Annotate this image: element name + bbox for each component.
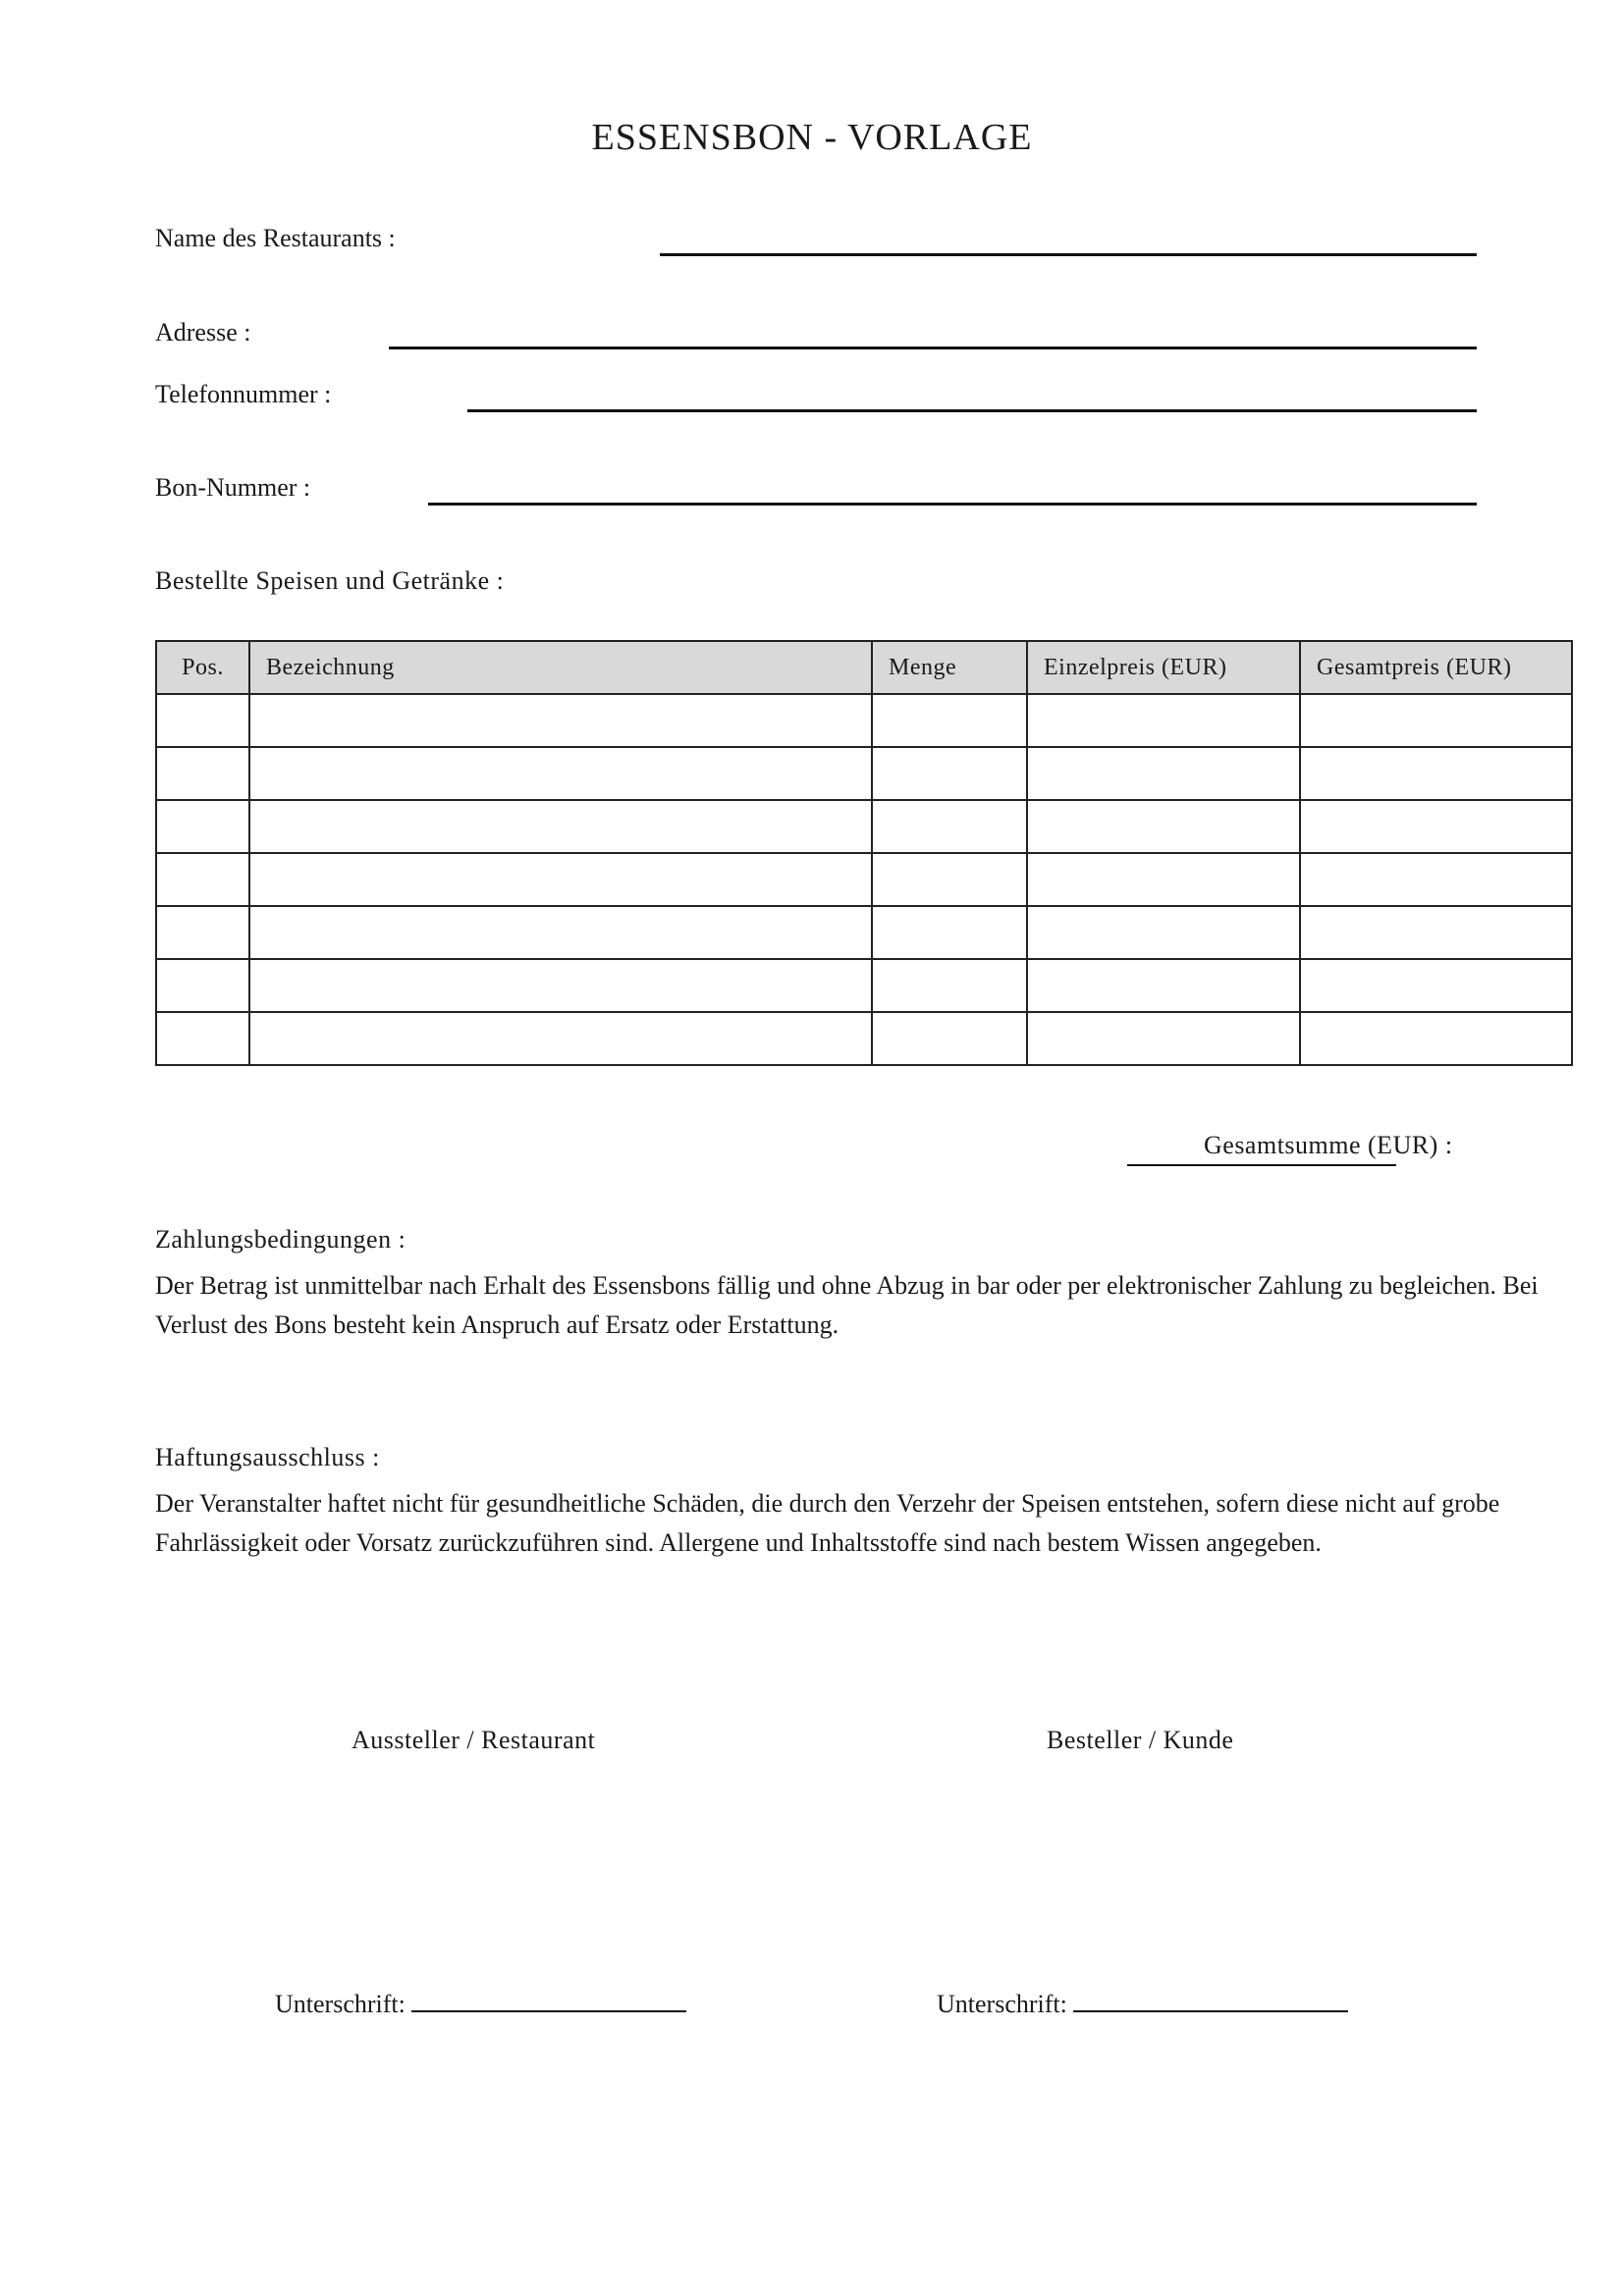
cell-unit-price[interactable]	[1027, 747, 1300, 800]
table-row	[156, 1012, 1572, 1065]
cell-total-price[interactable]	[1300, 906, 1572, 959]
customer-signature-line[interactable]	[1073, 1987, 1348, 2012]
table-row	[156, 959, 1572, 1012]
cell-position[interactable]	[156, 1012, 249, 1065]
cell-unit-price[interactable]	[1027, 800, 1300, 853]
table-row	[156, 800, 1572, 853]
cell-description[interactable]	[249, 747, 872, 800]
signature-label: Unterschrift:	[275, 1990, 406, 2018]
cell-unit-price[interactable]	[1027, 1012, 1300, 1065]
voucher-number-label: Bon-Nummer :	[155, 473, 311, 502]
cell-unit-price[interactable]	[1027, 906, 1300, 959]
cell-quantity[interactable]	[872, 800, 1027, 853]
column-header-total-price: Gesamtpreis (EUR)	[1300, 641, 1572, 694]
table-header-row	[156, 641, 1572, 694]
cell-quantity[interactable]	[872, 906, 1027, 959]
cell-description[interactable]	[249, 1012, 872, 1065]
issuer-signature	[275, 1987, 686, 2019]
cell-total-price[interactable]	[1300, 959, 1572, 1012]
customer-signature	[937, 1987, 1348, 2019]
cell-position[interactable]	[156, 959, 249, 1012]
cell-description[interactable]	[249, 694, 872, 747]
cell-description[interactable]	[249, 800, 872, 853]
table-row	[156, 906, 1572, 959]
table-row	[156, 694, 1572, 747]
cell-quantity[interactable]	[872, 747, 1027, 800]
signature-label: Unterschrift:	[937, 1990, 1067, 2018]
liability-text: Der Veranstalter haftet nicht für gesundheitliche Schäden, die durch den Verzehr der Speisen entstehen, sofern diese nicht auf grobe Fahrlässigkeit oder Vorsatz zurückzuführen sind. Allergene und Inhaltsstoffe sind nach bestem Wissen angegeben.	[155, 1489, 1500, 1557]
column-header-position: Pos.	[156, 641, 249, 694]
order-heading: Bestellte Speisen und Getränke :	[155, 566, 505, 595]
restaurant-name-label: Name des Restaurants :	[155, 224, 396, 252]
cell-total-price[interactable]	[1300, 1012, 1572, 1065]
cell-unit-price[interactable]	[1027, 959, 1300, 1012]
cell-position[interactable]	[156, 800, 249, 853]
address-field[interactable]	[389, 347, 1477, 349]
table-row	[156, 747, 1572, 800]
order-items-table	[155, 640, 1573, 1066]
cell-quantity[interactable]	[872, 694, 1027, 747]
address-label: Adresse :	[155, 318, 251, 347]
phone-label: Telefonnummer :	[155, 380, 332, 408]
page-title: ESSENSBON - VORLAGE	[591, 117, 1033, 158]
cell-quantity[interactable]	[872, 1012, 1027, 1065]
cell-position[interactable]	[156, 906, 249, 959]
total-label: Gesamtsumme (EUR) :	[1204, 1131, 1453, 1159]
cell-quantity[interactable]	[872, 853, 1027, 906]
voucher-number-field[interactable]	[428, 503, 1477, 506]
cell-position[interactable]	[156, 747, 249, 800]
payment-terms-text: Der Betrag ist unmittelbar nach Erhalt des Essensbons fällig und ohne Abzug in bar oder per elektronischer Zahlung zu begleichen. Bei Verlust des Bons besteht kein Anspruch auf Ersatz oder Erstattung.	[155, 1271, 1539, 1339]
cell-description[interactable]	[249, 959, 872, 1012]
issuer-signature-line[interactable]	[411, 1987, 686, 2012]
issuer-label: Aussteller / Restaurant	[352, 1726, 596, 1754]
cell-position[interactable]	[156, 694, 249, 747]
total-amount-field[interactable]	[1127, 1164, 1396, 1166]
table-row	[156, 853, 1572, 906]
payment-terms-heading: Zahlungsbedingungen :	[155, 1225, 406, 1254]
cell-position[interactable]	[156, 853, 249, 906]
liability-heading: Haftungsausschluss :	[155, 1443, 380, 1471]
phone-field[interactable]	[467, 409, 1477, 412]
cell-total-price[interactable]	[1300, 800, 1572, 853]
column-header-description: Bezeichnung	[249, 641, 872, 694]
cell-total-price[interactable]	[1300, 694, 1572, 747]
column-header-quantity: Menge	[872, 641, 1027, 694]
cell-unit-price[interactable]	[1027, 853, 1300, 906]
cell-total-price[interactable]	[1300, 747, 1572, 800]
restaurant-name-field[interactable]	[660, 253, 1477, 256]
cell-unit-price[interactable]	[1027, 694, 1300, 747]
cell-description[interactable]	[249, 906, 872, 959]
customer-label: Besteller / Kunde	[1047, 1726, 1234, 1754]
cell-quantity[interactable]	[872, 959, 1027, 1012]
cell-description[interactable]	[249, 853, 872, 906]
cell-total-price[interactable]	[1300, 853, 1572, 906]
column-header-unit-price: Einzelpreis (EUR)	[1027, 641, 1300, 694]
